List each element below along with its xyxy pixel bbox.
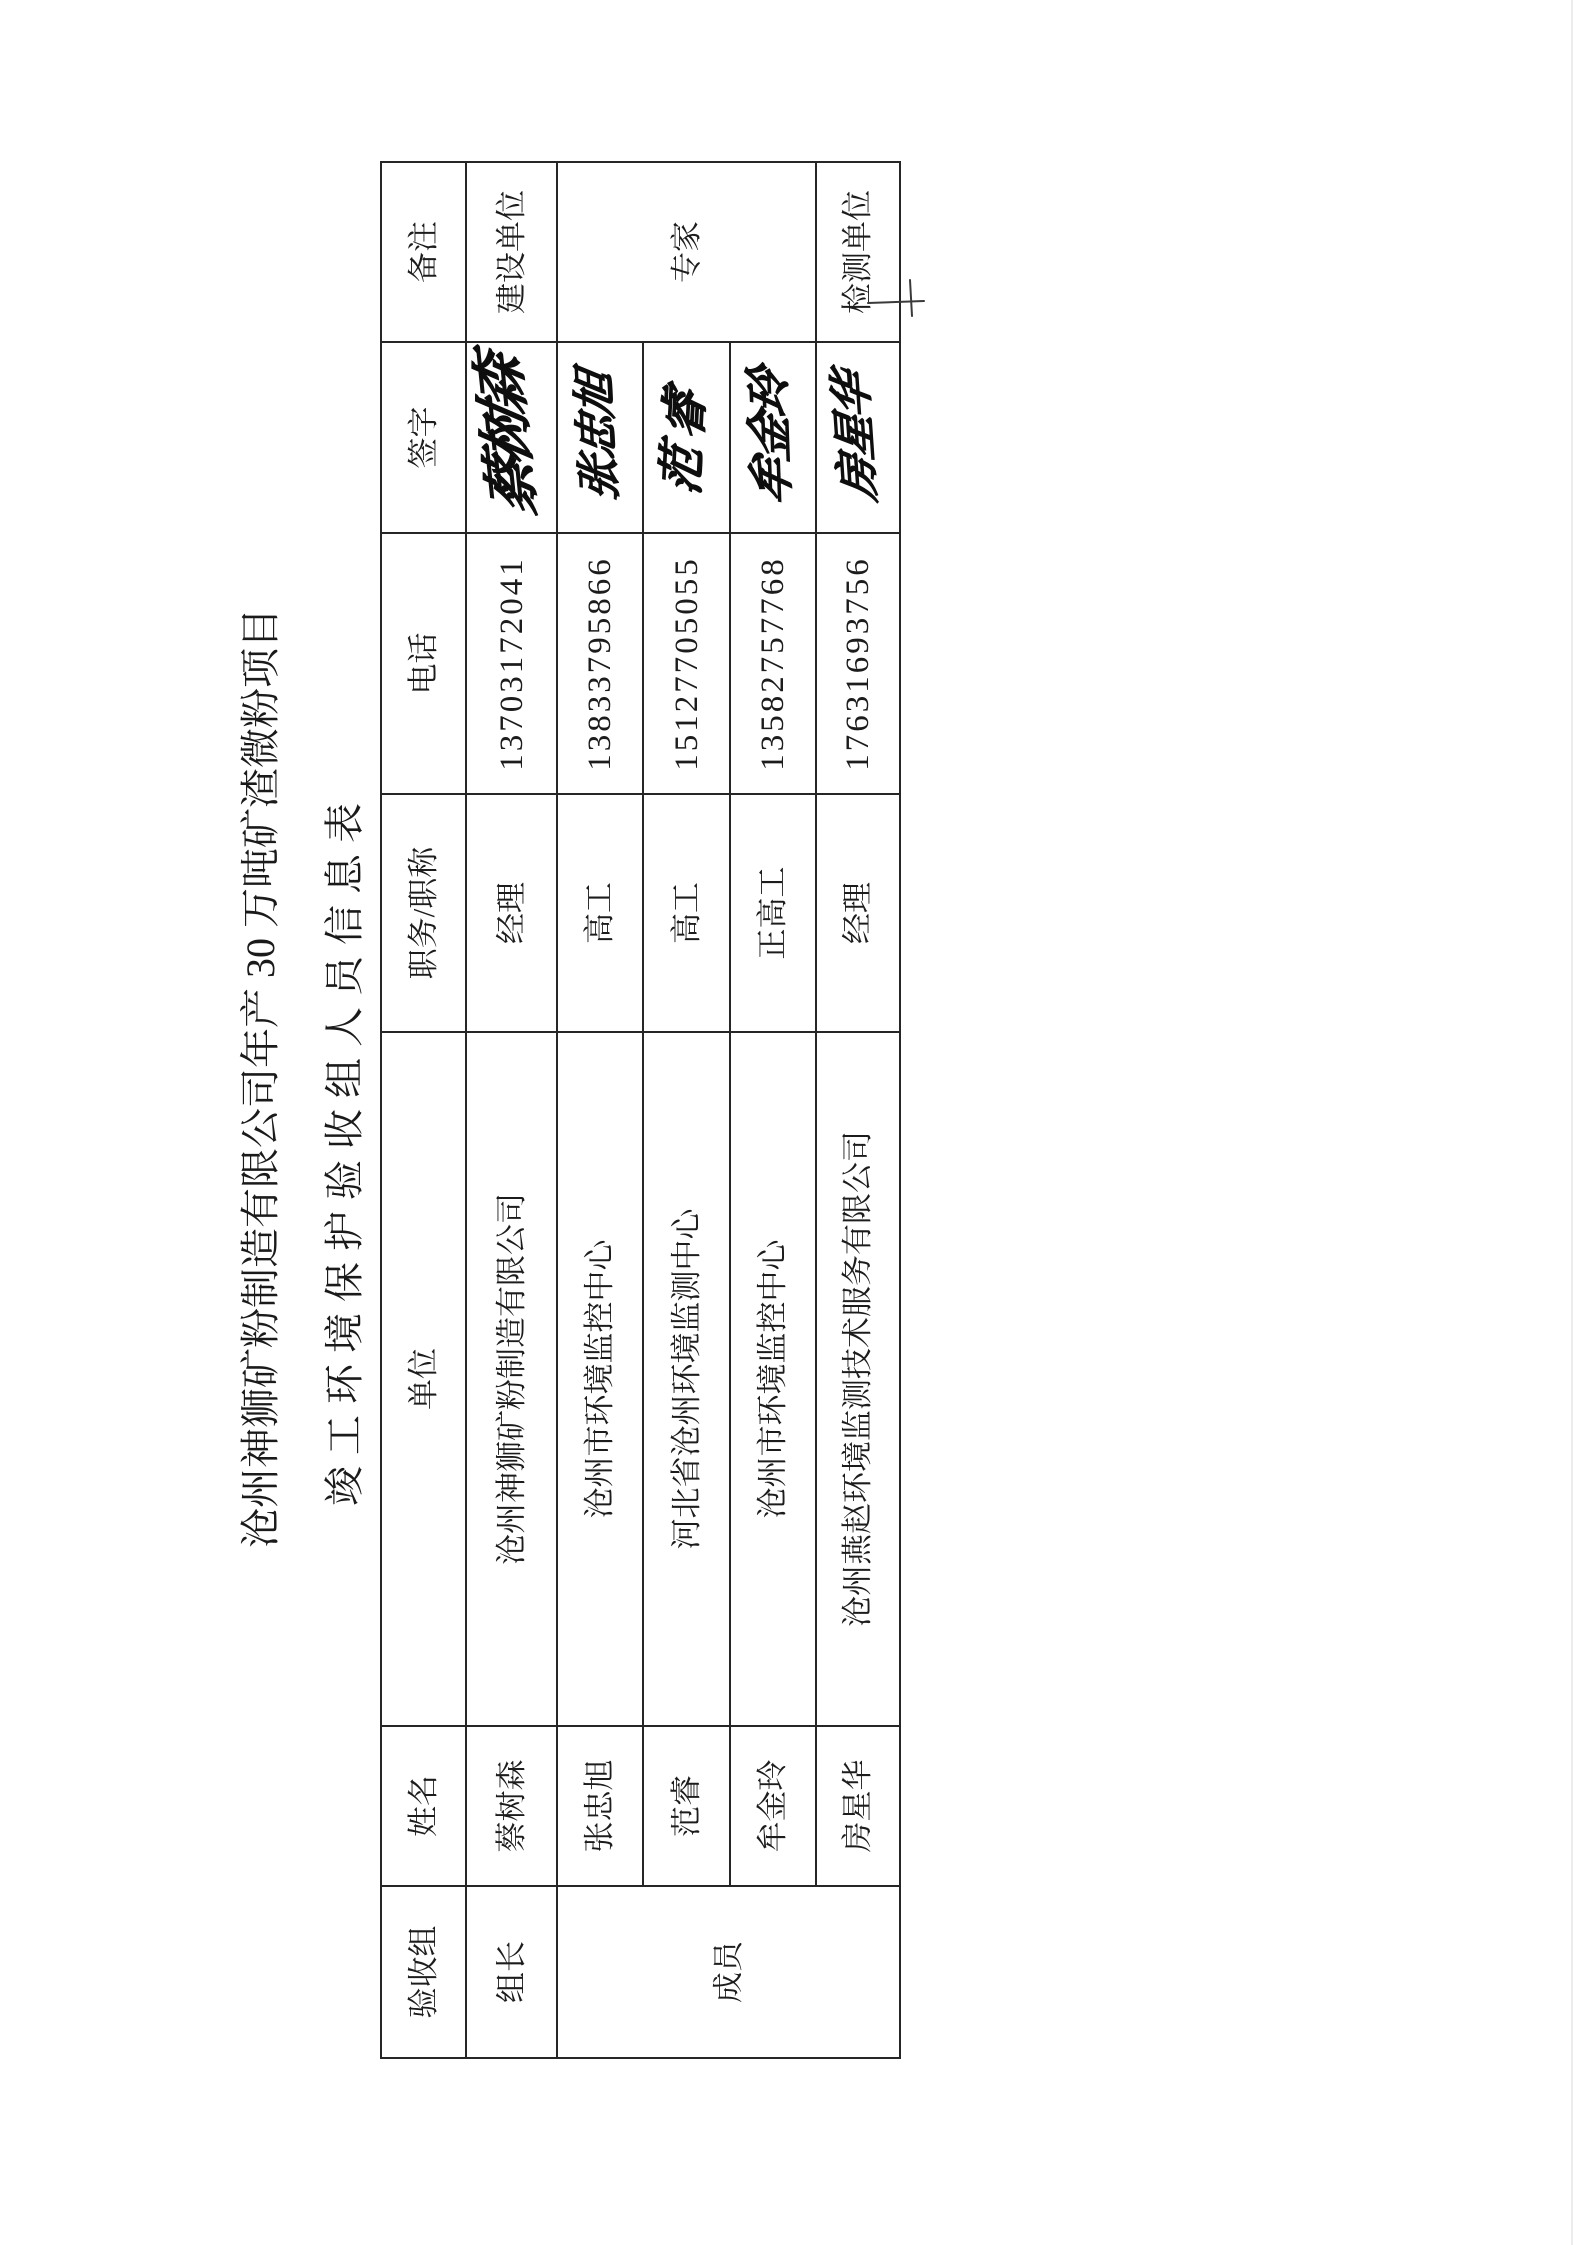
table-row [816,162,900,2058]
handwritten-signature: 牟金玲 [740,365,800,510]
name-cell: 房星华 [816,1726,900,1886]
name-cell: 牟金玲 [730,1726,816,1886]
header-remark: 备注 [381,162,466,342]
name-cell: 范睿 [643,1726,730,1886]
unit-cell: 沧州市环境监控中心 [557,1032,643,1726]
unit-cell: 沧州燕赵环境监测技术服务有限公司 [816,1032,900,1726]
header-phone: 电话 [381,533,466,794]
phone-cell: 13703172041 [466,533,557,794]
table-row [643,162,730,2058]
signature-cell [816,342,900,533]
group-members-cell: 成员 [557,1886,900,2058]
handwritten-signature: 范睿 [652,375,715,500]
header-name: 姓名 [381,1726,466,1886]
signature-cell [557,342,643,533]
table-body [381,162,900,2058]
position-cell: 经理 [466,794,557,1032]
phone-cell: 15127705055 [643,533,730,794]
unit-cell: 沧州市环境监控中心 [730,1032,816,1726]
position-cell: 正高工 [730,794,816,1032]
signature-cell [730,342,816,533]
handwritten-signature: 蔡树森 [466,354,548,521]
signature-cell [466,342,557,533]
pen-stroke-vertical [868,301,924,303]
handwritten-signature: 张忠旭 [568,369,627,506]
pen-stroke-horizontal [910,280,912,316]
phone-cell: 17631693756 [816,533,900,794]
phone-cell: 13833795866 [557,533,643,794]
handwritten-signature: 房星华 [825,371,886,504]
table-row [730,162,816,2058]
header-unit: 单位 [381,1032,466,1726]
name-cell: 张忠旭 [557,1726,643,1886]
phone-cell: 13582757768 [730,533,816,794]
position-cell: 高工 [643,794,730,1032]
remark-cell: 检测单位 [816,162,900,342]
position-cell: 高工 [557,794,643,1032]
table-row [466,162,557,2058]
table-row [557,162,643,2058]
pen-mark [860,270,930,330]
signature-cell [643,342,730,533]
header-signature: 签字 [381,342,466,533]
position-cell: 经理 [816,794,900,1032]
header-group: 验收组 [381,1886,466,2058]
name-cell: 蔡树森 [466,1726,557,1886]
table-header-row [381,162,466,2058]
remark-cell: 建设单位 [466,162,557,342]
acceptance-team-table [380,161,901,2059]
group-leader-cell: 组长 [466,1886,557,2058]
document-title-line-1: 沧州神狮矿粉制造有限公司年产 30 万吨矿渣微粉项目 [238,608,283,1548]
document-title-line-2: 竣工环境保护验收组人员信息表 [322,792,367,1506]
unit-cell: 沧州神狮矿粉制造有限公司 [466,1032,557,1726]
header-position: 职务/职称 [381,794,466,1032]
remark-cell: 专家 [557,162,816,342]
unit-cell: 河北省沧州环境监测中心 [643,1032,730,1726]
